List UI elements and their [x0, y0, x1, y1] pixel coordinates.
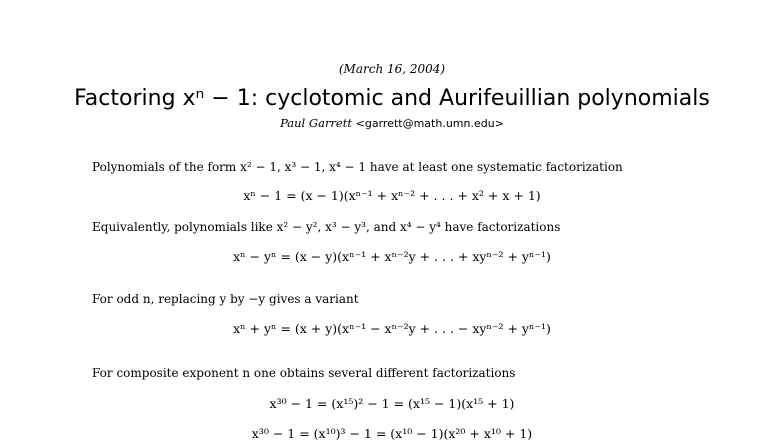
equation-4: x³⁰ − 1 = (x¹⁵)² − 1 = (x¹⁵ − 1)(x¹⁵ + 1): [269, 396, 515, 411]
paragraph-1: Polynomials of the form x² − 1, x³ − 1, x⁴ − 1 have at least one systematic factorization: [92, 160, 623, 174]
author-name: Paul Garrett: [280, 116, 352, 130]
paragraph-4: For composite exponent n one obtains several different factorizations: [92, 366, 516, 380]
author-email: <garrett@math.umn.edu>: [355, 117, 504, 130]
equation-2: xⁿ − yⁿ = (x − y)(xⁿ⁻¹ + xⁿ⁻²y + . . . + xyⁿ⁻² + yⁿ⁻¹): [233, 249, 551, 264]
paper-title: Factoring xⁿ − 1: cyclotomic and Aurifeuillian polynomials: [74, 86, 710, 111]
equation-5: x³⁰ − 1 = (x¹⁰)³ − 1 = (x¹⁰ − 1)(x²⁰ + x¹⁰ + 1): [251, 426, 533, 441]
author-line: [0, 116, 784, 130]
equation-1: xⁿ − 1 = (x − 1)(xⁿ⁻¹ + xⁿ⁻² + . . . + x² + x + 1): [243, 188, 541, 203]
paragraph-2: Equivalently, polynomials like x² − y², x³ − y³, and x⁴ − y⁴ have factorizations: [92, 220, 561, 234]
date-line: (March 16, 2004): [338, 62, 446, 76]
paragraph-3: For odd n, replacing y by −y gives a variant: [92, 292, 359, 306]
equation-3: xⁿ + yⁿ = (x + y)(xⁿ⁻¹ − xⁿ⁻²y + . . . − xyⁿ⁻² + yⁿ⁻¹): [233, 321, 551, 336]
